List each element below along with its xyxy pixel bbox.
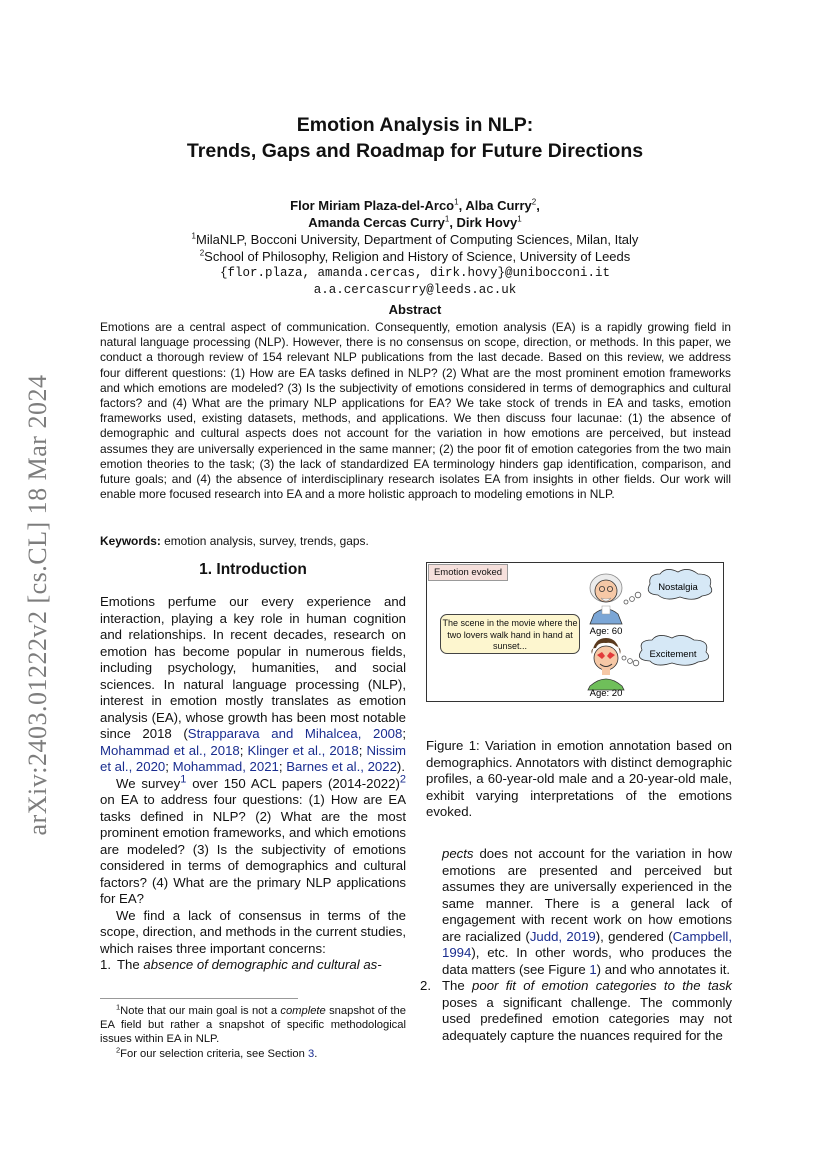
arxiv-sidebar <box>8 360 68 850</box>
section-heading: 1. Introduction <box>199 561 307 578</box>
old-man-icon <box>590 574 622 624</box>
citation-link[interactable]: Mohammad et al., 2018 <box>100 742 240 758</box>
affiliation-2 <box>100 248 730 265</box>
text: The <box>117 957 144 972</box>
young-man-icon <box>588 638 624 690</box>
authors-line-1 <box>100 197 730 214</box>
text: over 150 ACL papers (2014-2022) <box>186 775 400 791</box>
author-name: , Dirk Hovy <box>449 215 518 230</box>
list-item-1 <box>100 957 406 974</box>
abstract-heading: Abstract <box>388 302 442 317</box>
text: snapshot of the EA field but rather a snapshot of specific methodological issues within EA in NLP. <box>100 1005 406 1046</box>
right-column <box>420 846 732 1044</box>
left-column <box>100 594 406 974</box>
affil-mark: 2 <box>531 197 537 207</box>
text-italic: complete <box>280 1005 326 1017</box>
footnote-mark: 1 <box>116 1002 121 1012</box>
author-name: Flor Miriam Plaza-del-Arco <box>290 198 455 213</box>
affil-mark: 1 <box>444 214 450 224</box>
footnotes <box>100 1004 406 1061</box>
affil-mark: 1 <box>517 214 522 224</box>
keywords-list: emotion analysis, survey, trends, gaps. <box>160 534 369 548</box>
text: poses a significant challenge. The commonly used predefined emotion categories may not adequately capture the nuances required for the <box>442 994 732 1043</box>
affil-text: MilaNLP, Bocconi University, Department of Computing Sciences, Milan, Italy <box>196 232 639 247</box>
list-number: 2. <box>420 978 431 993</box>
footnote-mark: 2 <box>116 1044 121 1054</box>
text: ), gendered ( <box>595 928 673 944</box>
text: ; <box>165 759 173 774</box>
affil-mark: 1 <box>191 231 196 241</box>
arxiv-id: arXiv:2403.01222v2 [cs.CL] 18 Mar 2024 <box>23 374 52 836</box>
text: The <box>442 978 473 993</box>
figure-tag: Emotion evoked <box>428 564 508 581</box>
figure-illustration <box>426 562 724 702</box>
text: ; <box>358 742 367 758</box>
list-number: 1. <box>100 957 111 972</box>
title-line-1: Emotion Analysis in NLP: <box>296 114 534 136</box>
intro-paragraph-1 <box>100 594 406 776</box>
citation-link[interactable]: Mohammad, 2021 <box>172 759 279 774</box>
paper-title <box>100 112 730 164</box>
email-1: {flor.plaza, amanda.cercas, dirk.hovy}@unibocconi.it <box>219 266 611 280</box>
text: does not account for the variation in how emotions are presented and perceived but assumes they are universally experienced in the same manner. There is a general lack of engagement with recent work on how emotions are racialized ( <box>442 846 732 944</box>
affil-text: School of Philosophy, Religion and History of Science, University of Leeds <box>204 249 631 264</box>
citation-link[interactable]: Judd, 2019 <box>529 928 596 944</box>
authors-block <box>100 197 730 299</box>
emotion-nostalgia: Nostalgia <box>658 582 698 593</box>
footnote-link[interactable]: 1 <box>180 773 187 786</box>
text: ), etc. In other words, who produces the data matters (see Figure <box>442 945 732 977</box>
affil-mark: 1 <box>454 197 459 207</box>
text: ). <box>396 759 405 774</box>
text: Emotions perfume our every experience and interaction, playing a key role in human cognition and relationships. In recent decades, research on emotion has become popular in numerous fields, including psychology, humanities, and social sciences. In natural language processing (NLP), interest in emotion mostly translates as emotion analysis (EA), whose growth has been most notable since 2018 ( <box>100 594 406 741</box>
affiliation-1 <box>100 231 730 248</box>
section-link[interactable]: 3 <box>307 1047 315 1060</box>
citation-link[interactable]: Klinger et al., 2018 <box>247 742 359 758</box>
text: We survey <box>116 775 181 791</box>
affil-mark: 2 <box>199 248 205 258</box>
emotion-excitement: Excitement <box>649 649 697 660</box>
title-line-2: Trends, Gaps and Roadmap for Future Directions <box>186 140 644 162</box>
intro-paragraph-3: We find a lack of consensus in terms of the scope, direction, and methods in the current studies, which raises three important concerns: <box>100 907 406 956</box>
age-label-young: Age: 20 <box>589 688 623 699</box>
keywords <box>100 534 731 548</box>
list-item-1-continued <box>420 846 732 978</box>
figure-link[interactable]: 1 <box>589 961 597 977</box>
text: on EA to address four questions: (1) How are EA tasks defined in NLP? (2) What are the most prominent emotion frameworks, and which emotions are modeled? (3) Is the subjectivity of emotions considered in terms of demographics and cultural factors? (4) What are the primary NLP applications for EA? <box>100 792 406 906</box>
footnote-rule <box>100 998 298 999</box>
citation-link[interactable]: Campbell, 1994 <box>442 928 732 960</box>
author-name: , Alba Curry <box>458 198 532 213</box>
text: ; <box>278 759 287 774</box>
text-italic: absence of demographic and cultural as- <box>143 957 382 972</box>
text: ; <box>239 742 248 758</box>
footnote-link[interactable]: 2 <box>399 773 406 786</box>
list-item-2 <box>420 978 732 1044</box>
text: ) and who annotates it. <box>596 961 731 977</box>
footnote-1 <box>100 1004 406 1047</box>
author-name: Amanda Cercas Curry <box>308 215 445 230</box>
figure-caption: Figure 1: Variation in emotion annotation based on demographics. Annotators with distinct demographic profiles, a 60-year-old male and a 20-year-old male, exhibit varying interpretations of the emotions evoked. <box>426 738 732 819</box>
authors-line-2 <box>100 214 730 231</box>
citation-link[interactable]: Strapparava and Mihalcea, 2008 <box>187 726 403 741</box>
text-italic: poor fit of emotion categories to the task <box>472 978 733 993</box>
citation-link[interactable]: Nissim et al., 2020 <box>100 742 406 774</box>
text: . <box>314 1047 318 1060</box>
age-label-old: Age: 60 <box>589 626 623 637</box>
email-2: a.a.cercascurry@leeds.ac.uk <box>313 283 517 297</box>
keywords-label: Keywords: <box>100 534 161 548</box>
text: For our selection criteria, see Section <box>120 1047 308 1060</box>
abstract-text: Emotions are a central aspect of communication. Consequently, emotion analysis (EA) is a rapidly growing field in natural language processing (NLP). However, there is no consensus on scope, direction, or methods. In this paper, we conduct a thorough review of 154 relevant NLP publications from the last decade. Based on this review, we address four different questions: (1) How are EA tasks defined in NLP? (2) What are the most prominent emotion frameworks and which emotions are modeled? (3) Is the subjectivity of emotions considered in terms of demographics and cultural factors? and (4) What are the primary NLP applications for EA? We take stock of trends in EA and tasks, emotion frameworks used, existing datasets, methods, and applications. We then discuss four lacunae: (1) the absence of demographic and cultural aspects does not account for the variation in how emotions are perceived, but instead assumes they are universally experienced in the same manner; (2) the poor fit of emotion categories from the two main emotion theories to the task; (3) the lack of standardized EA terminology hinders gap identification, comparison, and future goals; and (4) the absence of interdisciplinary research isolates EA from insights in other fields. Our work will enable more focused research into EA and a more holistic approach to modeling emotions in NLP. <box>100 320 731 502</box>
text-italic: pects <box>442 846 474 861</box>
text: ; <box>402 726 406 741</box>
text: Note that our main goal is not a <box>120 1005 281 1017</box>
separator: , <box>536 198 540 213</box>
footnote-2 <box>100 1044 406 1061</box>
intro-paragraph-2 <box>100 773 406 908</box>
speech-bubble: The scene in the movie where the two lovers walk hand in hand at sunset... <box>440 614 580 654</box>
citation-link[interactable]: Barnes et al., 2022 <box>286 759 397 774</box>
